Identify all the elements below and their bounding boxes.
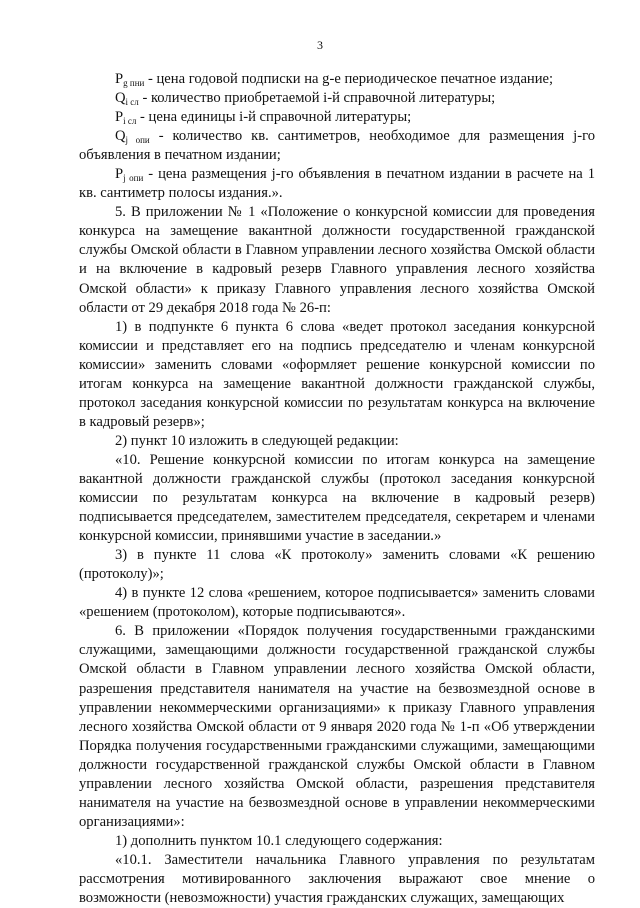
formula-text: - количество приобретаемой i-й справочной литературы; — [138, 90, 496, 107]
formula-definition — [79, 108, 595, 127]
formula-definition — [79, 70, 595, 89]
paragraph: 6. В приложении «Порядок получения государственными гражданскими служащими, замещающими должности государственной гражданской службы Омской области в Главном управлении лесного хозяйства Омской области, разрешения представителя нанимателя на участие на безвозмездной основе в управлении некоммерческими организациями» к приказу Главного управления лесного хозяйства Омской области от 9 января 2020 года № 1-п «Об утверждении Порядка получения государственными гражданскими служащими, замещающими должности государственной гражданской службы Омской области в Главном управлении лесного хозяйства Омской области, разрешения представителя нанимателя на участие на безвозмездной основе в управлении некоммерческими организациями»: — [79, 623, 595, 830]
paragraph: 1) дополнить пунктом 10.1 следующего содержания: — [115, 832, 443, 849]
page-number: 3 — [317, 38, 323, 52]
formula-symbol: P — [115, 109, 124, 126]
formula-text: - цена единицы i-й справочной литературы; — [136, 109, 412, 126]
formula-subscript: j опи — [123, 173, 144, 184]
formula-symbol: Q — [115, 90, 126, 107]
paragraph: «10. Решение конкурсной комиссии по итогам конкурса на замещение вакантной должности гражданской службы (протокол заседания конкурсной комиссии по результатам конкурса на включение в кадровый резерв) подписывается председателем, заместителем председателя, секретарем и членами конкурсной комиссии, принявшими участие в заседании.» — [79, 451, 595, 545]
formula-symbol: P — [115, 71, 124, 87]
paragraph: 5. В приложении № 1 «Положение о конкурсной комиссии для проведения конкурса на замещение вакантной должности государственной гражданской службы Омской области в Главном управлении лесного хозяйства Омской области и на включение в кадровый резерв Главного управления лесного хозяйства Омской области» к приказу Главного управления лесного хозяйства Омской области от 29 декабря 2018 года № 26-п: — [79, 204, 595, 316]
paragraph: 1) в подпункте 6 пункта 6 слова «ведет протокол заседания конкурсной комиссии и представляет его на подпись председателю и членам конкурсной комиссии» заменить словами «оформляет решение конкурсной комиссии по итогам конкурса на замещение вакантной должности гражданской службы, протокол заседания конкурсной комиссии по результатам конкурса на включение в кадровый резерв»; — [79, 318, 595, 430]
formula-subscript: g пни — [123, 78, 145, 88]
formula-definition — [79, 127, 595, 165]
formula-subscript: j опи — [125, 135, 150, 146]
formula-text: - количество кв. сантиметров, необходимое для размещения j-го объявления в печатном издании; — [79, 128, 595, 164]
document-body — [79, 70, 595, 908]
paragraph: 4) в пункте 12 слова «решением, которое подписывается» заменить словами «решением (протоколом), которые подписываются». — [79, 585, 595, 621]
paragraph: «10.1. Заместители начальника Главного управления по результатам рассмотрения мотивированного заключения выражают свое мнение о возможности (невозможности) участия гражданских служащих, замещающих — [79, 851, 595, 907]
formula-text: - цена годовой подписки на g-е периодическое печатное издание; — [144, 71, 554, 87]
formula-definition — [79, 89, 595, 108]
formula-subscript: i сл — [123, 116, 137, 127]
formula-definition — [79, 165, 595, 203]
formula-symbol: Q — [115, 128, 126, 145]
formula-text: - цена размещения j-го объявления в печатном издании в расчете на 1 кв. сантиметр полосы издания.». — [79, 166, 596, 202]
formula-symbol: P — [115, 166, 124, 183]
formula-subscript: i сл — [125, 97, 139, 108]
paragraph: 3) в пункте 11 слова «К протоколу» заменить словами «К решению (протоколу)»; — [79, 547, 595, 583]
paragraph: 2) пункт 10 изложить в следующей редакции: — [115, 432, 399, 449]
